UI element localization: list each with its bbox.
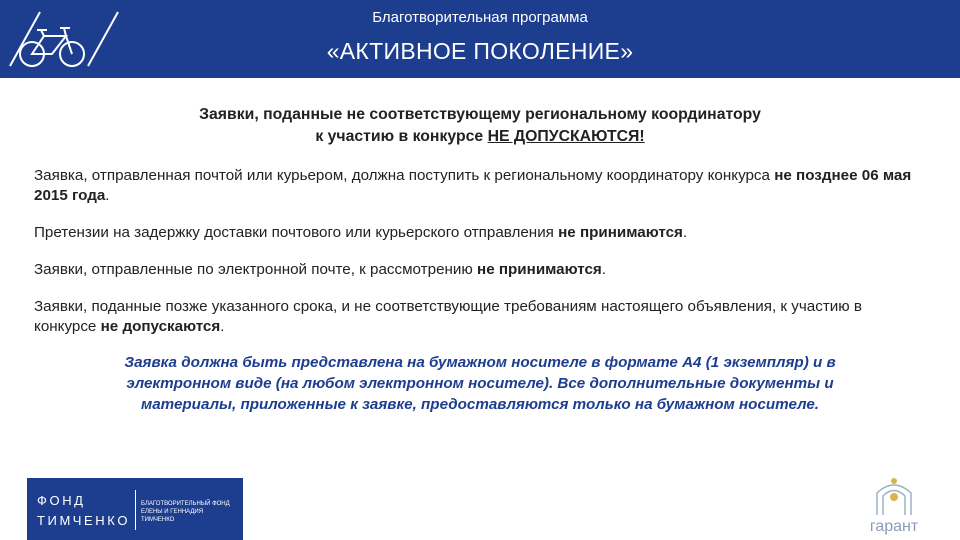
final-note-line3: материалы, приложенные к заявке, предоставляются только на бумажном носителе. [140,396,820,413]
notice-line2 [34,126,926,148]
fund-small-line1: БЛАГОТВОРИТЕЛЬНЫЙ ФОНД [141,501,230,507]
paragraph-late-submissions [34,297,926,337]
notice-line2-prefix: к участию в конкурсе [315,128,488,145]
p2-bold: не принимаются [558,224,683,241]
fund-full-name [141,500,241,524]
notice-heading [34,104,926,148]
p4-end: . [220,318,225,335]
p3-bold: не принимаются [477,261,602,278]
paragraph-email-submissions [34,260,926,280]
paragraph-delay-claims [34,223,926,243]
p1-bold: не позднее 06 мая 2015 года [34,167,912,204]
footer [0,469,960,540]
p4-text: Заявки, поданные позже указанного срока, и не соответствующие требованиям настоящего объявления, к участию в конкурсе [34,298,862,335]
timchenko-fund-logo [27,478,243,540]
notice-emphasis: НЕ ДОПУСКАЮТСЯ! [487,128,645,145]
p2-end: . [682,224,688,241]
logo-divider [135,490,136,530]
program-title: «АКТИВНОЕ ПОКОЛЕНИЕ» [326,38,634,64]
notice-line1: Заявки, поданные не соответствующему региональному координатору [199,106,761,123]
paragraph-mail-deadline [34,166,926,206]
fund-small-line2: ЕЛЕНЫ И ГЕННАДИЯ [141,509,204,515]
final-note-line2: электронном виде (на любом электронном носителе). Все дополнительные документы и [126,375,834,392]
fund-small-line3: ТИМЧЕНКО [141,517,175,523]
final-note-line1: Заявка должна быть представлена на бумажном носителе в формате А4 (1 экземпляр) и в [124,354,836,371]
p1-end: . [105,187,110,204]
program-label: Благотворительная программа [372,9,588,26]
garant-logo-text: гарант [869,518,919,535]
p1-text: Заявка, отправленная почтой или курьером, должна поступить к региональному координатору конкурса [34,167,770,184]
p2-text: Претензии на задержку доставки почтового или курьерского отправления [34,224,559,241]
p3-end: . [601,261,607,278]
final-note [34,352,926,415]
garant-logo [857,475,932,535]
p3-text: Заявки, отправленные по электронной почте, к рассмотрению [34,261,478,278]
fund-name-line2: ТИМЧЕНКО [37,513,131,528]
header-banner [0,0,960,78]
main-content [34,104,926,415]
p4-bold: не допускаются [100,318,221,335]
fund-name-line1: ФОНД [37,493,86,508]
